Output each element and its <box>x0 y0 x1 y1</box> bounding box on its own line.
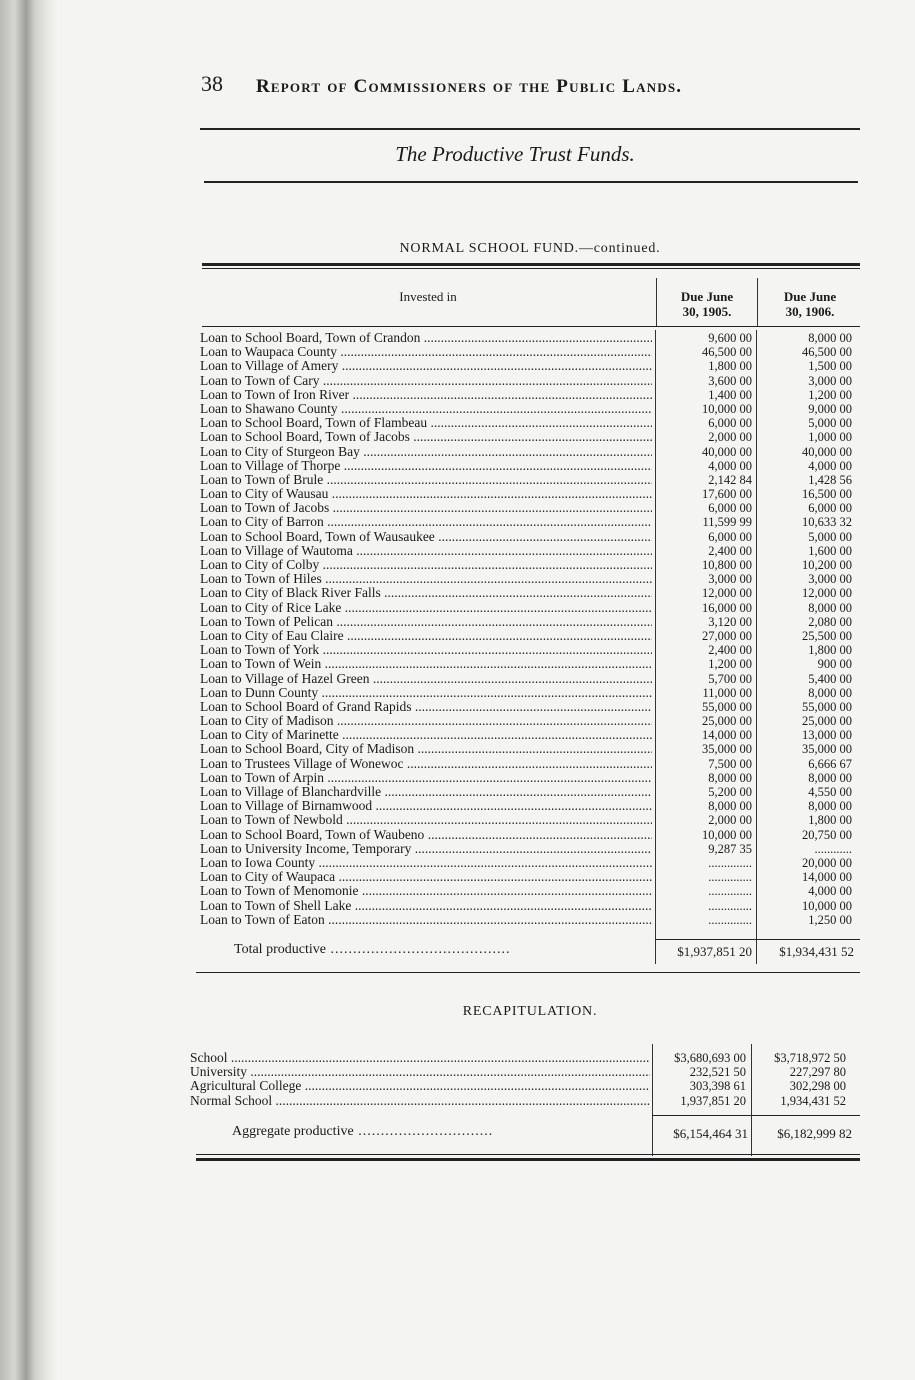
loan-label: Loan to City of Sturgeon Bay ..... <box>200 445 652 459</box>
loan-label: Loan to Town of Shell Lake ..... <box>200 899 652 913</box>
loan-row <box>200 714 860 728</box>
recap-value-1906: 1,934,431 52 <box>780 1093 846 1108</box>
table-top-rule-thin <box>202 268 860 269</box>
loan-row <box>200 657 860 671</box>
loan-row <box>200 388 860 402</box>
loan-row <box>200 728 860 742</box>
recap-value-1905: 1,937,851 20 <box>680 1093 746 1108</box>
loan-value-1906: 13,000 00 <box>802 728 852 743</box>
page-number: 38 <box>201 71 223 96</box>
loan-value-1906: 3,000 00 <box>808 572 852 587</box>
loan-label: Loan to School Board, Town of Jacobs ..... <box>200 430 652 444</box>
loan-label: Loan to City of Waupaca ..... <box>200 870 652 884</box>
loan-label: Loan to Town of Cary ..... <box>200 374 652 388</box>
recap-row <box>190 1051 860 1065</box>
loan-table <box>200 331 860 927</box>
loan-value-1905: 2,000 00 <box>708 813 752 828</box>
loan-row <box>200 544 860 558</box>
header-bottom-rule <box>202 326 860 327</box>
loan-value-1905: .............. <box>708 870 752 885</box>
loan-row <box>200 572 860 586</box>
loan-label: Loan to University Income, Temporary ..... <box>200 842 652 856</box>
loan-value-1905: 2,400 00 <box>708 543 752 558</box>
running-title: Report of Commissioners of the Public Lands. <box>256 76 683 97</box>
loan-row <box>200 473 860 487</box>
loan-row <box>200 870 860 884</box>
loan-label: Loan to Town of Iron River ..... <box>200 388 652 402</box>
loan-value-1905: 14,000 00 <box>702 728 752 743</box>
loan-value-1905: 4,000 00 <box>708 458 752 473</box>
column-header-1905-line1: Due June <box>680 289 734 304</box>
loan-value-1905: 10,000 00 <box>702 827 752 842</box>
loan-value-1905: .............. <box>708 898 752 913</box>
recap-table <box>190 1051 860 1108</box>
loan-label: Loan to Town of Newbold ..... <box>200 813 652 827</box>
loan-value-1906: 8,000 00 <box>808 770 852 785</box>
table-bottom-rule <box>196 972 860 973</box>
loan-value-1906: 25,500 00 <box>802 628 852 643</box>
loan-label: Loan to Village of Blanchardville ..... <box>200 785 652 799</box>
loan-value-1905: 3,000 00 <box>708 572 752 587</box>
loan-value-1906: 1,600 00 <box>808 543 852 558</box>
loan-value-1905: 2,000 00 <box>708 430 752 445</box>
loan-row <box>200 558 860 572</box>
loan-value-1906: 9,000 00 <box>808 401 852 416</box>
loan-row <box>200 345 860 359</box>
loan-value-1906: 40,000 00 <box>802 444 852 459</box>
loan-value-1905: 6,000 00 <box>708 416 752 431</box>
loan-row <box>200 459 860 473</box>
loan-value-1905: 35,000 00 <box>702 742 752 757</box>
loan-value-1906: 46,500 00 <box>802 345 852 360</box>
aggregate-leader: .............................. <box>353 1124 494 1139</box>
loan-value-1906: 1,500 00 <box>808 359 852 374</box>
loan-row <box>200 515 860 529</box>
loan-value-1906: 10,633 32 <box>802 515 852 530</box>
loan-value-1906: 1,250 00 <box>808 912 852 927</box>
loan-value-1906: 8,000 00 <box>808 331 852 345</box>
loan-row <box>200 884 860 898</box>
page-subtitle: The Productive Trust Funds. <box>395 142 635 166</box>
loan-value-1906: 12,000 00 <box>802 586 852 601</box>
loan-label: Loan to Village of Amery ..... <box>200 359 652 373</box>
recap-value-1905: 232,521 50 <box>689 1065 746 1080</box>
loan-row <box>200 828 860 842</box>
column-header-1905-line2: 30, 1905. <box>682 304 732 319</box>
loan-value-1906: 1,000 00 <box>808 430 852 445</box>
loan-value-1906: 3,000 00 <box>808 373 852 388</box>
loan-row <box>200 487 860 501</box>
loan-label: Loan to City of Marinette ..... <box>200 728 652 742</box>
loan-row <box>200 771 860 785</box>
loan-value-1905: 11,599 99 <box>702 515 752 530</box>
loan-label: Loan to Town of Arpin ..... <box>200 771 652 785</box>
header-divider-2 <box>757 278 758 326</box>
loan-value-1905: 3,120 00 <box>708 614 752 629</box>
loan-value-1906: 5,400 00 <box>808 671 852 686</box>
total-label-text: Total productive <box>234 942 326 957</box>
total-rule <box>655 939 860 940</box>
loan-value-1905: 10,800 00 <box>702 558 752 572</box>
recap-label: University ..... <box>190 1065 650 1079</box>
loan-value-1905: 9,600 00 <box>708 331 752 345</box>
loan-row <box>200 913 860 927</box>
loan-value-1905: 6,000 00 <box>708 529 752 544</box>
loan-value-1905: 5,200 00 <box>708 785 752 799</box>
loan-value-1906: 10,200 00 <box>802 558 852 572</box>
loan-value-1906: 55,000 00 <box>802 699 852 714</box>
total-1905: $1,937,851 20 <box>677 944 752 959</box>
column-header-1906-line2: 30, 1906. <box>785 304 835 319</box>
loan-row <box>200 643 860 657</box>
loan-value-1905: 5,700 00 <box>708 671 752 686</box>
loan-label: Loan to Town of Jacobs ..... <box>200 501 652 515</box>
loan-value-1906: 4,550 00 <box>808 785 852 799</box>
loan-label: Loan to City of Madison ..... <box>200 714 652 728</box>
loan-label: Loan to Town of Wein ..... <box>200 657 652 671</box>
loan-label: Loan to City of Wausau ..... <box>200 487 652 501</box>
loan-label: Loan to Shawano County ..... <box>200 402 652 416</box>
recap-value-1906: $3,718,972 50 <box>774 1051 846 1065</box>
loan-value-1906: 1,428 56 <box>808 472 852 487</box>
loan-row <box>200 757 860 771</box>
loan-value-1906: 20,000 00 <box>802 855 852 870</box>
column-header-invested-in: Invested in <box>399 289 457 304</box>
loan-value-1906: 25,000 00 <box>802 714 852 729</box>
loan-row <box>200 402 860 416</box>
loan-value-1906: 10,000 00 <box>802 898 852 913</box>
loan-row <box>200 700 860 714</box>
loan-row <box>200 430 860 444</box>
loan-row <box>200 856 860 870</box>
aggregate-1905: $6,154,464 31 <box>673 1126 748 1141</box>
total-leader: ........................................ <box>325 942 511 957</box>
loan-label: Loan to Town of Menomonie ..... <box>200 884 652 898</box>
loan-label: Loan to Village of Hazel Green ..... <box>200 672 652 686</box>
loan-value-1905: 10,000 00 <box>702 401 752 416</box>
loan-row <box>200 785 860 799</box>
loan-value-1905: 11,000 00 <box>702 685 752 700</box>
loan-label: Loan to Dunn County ..... <box>200 686 652 700</box>
loan-row <box>200 686 860 700</box>
loan-value-1906: 35,000 00 <box>802 742 852 757</box>
loan-label: Loan to Town of Brule ..... <box>200 473 652 487</box>
loan-value-1905: 1,800 00 <box>708 359 752 374</box>
total-label <box>234 942 510 958</box>
loan-label: Loan to Iowa County ..... <box>200 856 652 870</box>
loan-value-1906: ............ <box>814 841 852 856</box>
column-header-1906 <box>760 289 860 319</box>
bottom-rule-thin <box>196 1154 860 1155</box>
loan-value-1905: 17,600 00 <box>702 487 752 502</box>
loan-value-1906: 1,200 00 <box>808 387 852 402</box>
loan-value-1906: 5,000 00 <box>808 416 852 431</box>
loan-row <box>200 742 860 756</box>
loan-row <box>200 672 860 686</box>
recap-label: School ..... <box>190 1051 650 1065</box>
loan-label: Loan to School Board, Town of Waubeno ..... <box>200 828 652 842</box>
loan-label: Loan to Town of Pelican ..... <box>200 615 652 629</box>
loan-value-1905: .............. <box>708 912 752 927</box>
loan-row <box>200 331 860 345</box>
loan-row <box>200 813 860 827</box>
loan-value-1906: 1,800 00 <box>808 643 852 658</box>
recap-row <box>190 1094 860 1108</box>
loan-value-1906: 2,080 00 <box>808 614 852 629</box>
loan-value-1905: 2,142 84 <box>708 472 752 487</box>
subtitle-rule <box>204 181 858 183</box>
loan-row <box>200 530 860 544</box>
loan-label: Loan to City of Rice Lake ..... <box>200 601 652 615</box>
loan-value-1906: 6,000 00 <box>808 501 852 516</box>
loan-value-1906: 1,800 00 <box>808 813 852 828</box>
loan-value-1906: 4,000 00 <box>808 458 852 473</box>
loan-row <box>200 445 860 459</box>
loan-label: Loan to Waupaca County ..... <box>200 345 652 359</box>
loan-label: Loan to City of Eau Claire ..... <box>200 629 652 643</box>
loan-row <box>200 374 860 388</box>
loan-value-1905: 40,000 00 <box>702 444 752 459</box>
loan-value-1905: .............. <box>708 884 752 899</box>
total-1906: $1,934,431 52 <box>779 944 854 959</box>
loan-value-1905: 25,000 00 <box>702 714 752 729</box>
recap-title: RECAPITULATION. <box>462 1004 598 1019</box>
recap-total-rule <box>652 1115 860 1116</box>
loan-value-1905: 3,600 00 <box>708 373 752 388</box>
loan-row <box>200 586 860 600</box>
header-rule <box>200 128 860 130</box>
loan-value-1905: 8,000 00 <box>708 799 752 814</box>
loan-value-1906: 8,000 00 <box>808 685 852 700</box>
loan-row <box>200 359 860 373</box>
recap-label: Agricultural College ..... <box>190 1079 650 1093</box>
loan-label: Loan to School Board, Town of Crandon ..... <box>200 331 652 345</box>
loan-row <box>200 416 860 430</box>
loan-value-1906: 20,750 00 <box>802 827 852 842</box>
recap-row <box>190 1065 860 1079</box>
loan-value-1905: 55,000 00 <box>702 699 752 714</box>
column-header-1905 <box>660 289 754 319</box>
loan-value-1906: 14,000 00 <box>802 870 852 885</box>
loan-value-1905: 46,500 00 <box>702 345 752 360</box>
recap-row <box>190 1079 860 1093</box>
loan-value-1905: 6,000 00 <box>708 501 752 516</box>
loan-row <box>200 899 860 913</box>
header-divider-1 <box>656 278 657 326</box>
loan-value-1906: 900 00 <box>817 657 852 672</box>
loan-row <box>200 601 860 615</box>
loan-value-1906: 16,500 00 <box>802 487 852 502</box>
loan-value-1905: 8,000 00 <box>708 770 752 785</box>
loan-value-1905: 1,200 00 <box>708 657 752 672</box>
loan-value-1905: 27,000 00 <box>702 628 752 643</box>
loan-row <box>200 799 860 813</box>
loan-label: Loan to City of Colby ..... <box>200 558 652 572</box>
loan-value-1905: 12,000 00 <box>702 586 752 601</box>
loan-label: Loan to City of Barron ..... <box>200 515 652 529</box>
loan-row <box>200 629 860 643</box>
loan-label: Loan to Village of Birnamwood ..... <box>200 799 652 813</box>
loan-label: Loan to School Board, City of Madison ..... <box>200 742 652 756</box>
loan-value-1906: 5,000 00 <box>808 529 852 544</box>
loan-value-1905: 2,400 00 <box>708 643 752 658</box>
loan-label: Loan to School Board of Grand Rapids ..... <box>200 700 652 714</box>
loan-value-1905: 7,500 00 <box>708 756 752 771</box>
aggregate-label <box>232 1124 493 1140</box>
loan-value-1906: 6,666 67 <box>808 756 852 771</box>
aggregate-label-text: Aggregate productive <box>232 1124 354 1139</box>
loan-value-1906: 8,000 00 <box>808 600 852 615</box>
loan-value-1906: 4,000 00 <box>808 884 852 899</box>
loan-label: Loan to School Board, Town of Flambeau ..... <box>200 416 652 430</box>
recap-value-1905: $3,680,693 00 <box>674 1051 746 1065</box>
recap-label: Normal School ..... <box>190 1094 650 1108</box>
loan-label: Loan to City of Black River Falls ..... <box>200 586 652 600</box>
recap-value-1905: 303,398 61 <box>689 1079 746 1094</box>
bottom-rule-thick <box>196 1158 860 1161</box>
loan-value-1905: 16,000 00 <box>702 600 752 615</box>
loan-row <box>200 615 860 629</box>
loan-value-1905: 9,287 35 <box>708 841 752 856</box>
column-header-1906-line1: Due June <box>783 289 837 304</box>
loan-label: Loan to Trustees Village of Wonewoc ..... <box>200 757 652 771</box>
loan-row <box>200 842 860 856</box>
aggregate-1906: $6,182,999 82 <box>777 1126 852 1141</box>
loan-value-1905: 1,400 00 <box>708 387 752 402</box>
loan-label: Loan to Town of Eaton ..... <box>200 913 652 927</box>
loan-row <box>200 501 860 515</box>
loan-label: Loan to Town of Hiles ..... <box>200 572 652 586</box>
table-top-rule <box>202 263 860 266</box>
loan-label: Loan to School Board, Town of Wausaukee ..... <box>200 530 652 544</box>
recap-value-1906: 227,297 80 <box>789 1065 846 1080</box>
loan-label: Loan to Village of Thorpe ..... <box>200 459 652 473</box>
loan-value-1906: 8,000 00 <box>808 799 852 814</box>
recap-value-1906: 302,298 00 <box>789 1079 846 1094</box>
section-title: NORMAL SCHOOL FUND.—continued. <box>399 241 661 256</box>
loan-value-1905: .............. <box>708 855 752 870</box>
loan-label: Loan to Village of Wautoma ..... <box>200 544 652 558</box>
loan-label: Loan to Town of York ..... <box>200 643 652 657</box>
